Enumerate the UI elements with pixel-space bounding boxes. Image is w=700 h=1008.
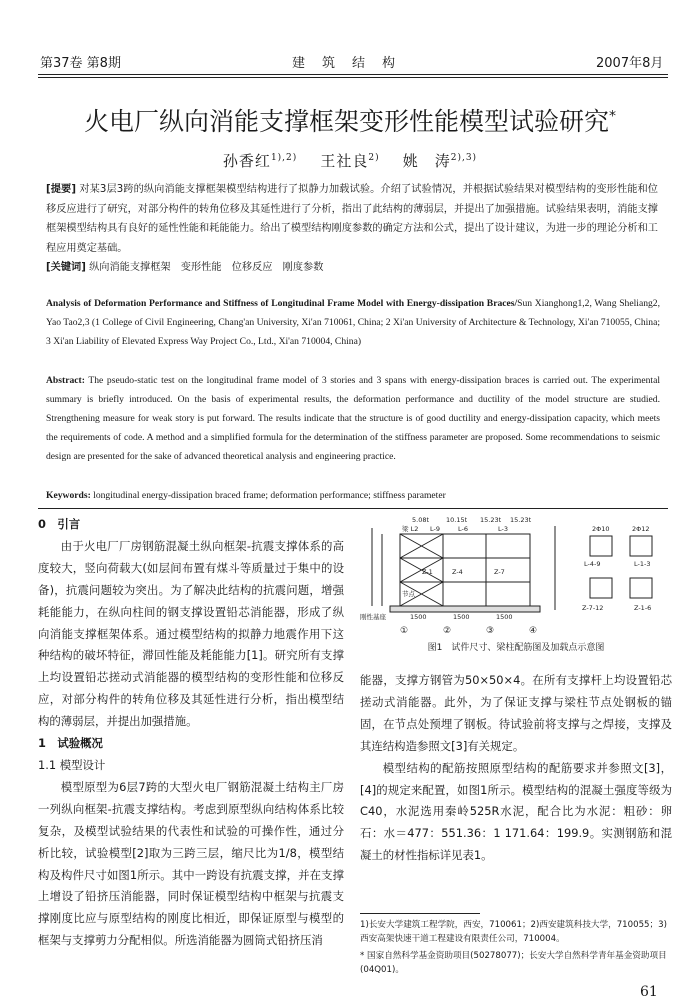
header-rule [38, 74, 668, 75]
left-column [38, 514, 344, 952]
rigid-base [390, 606, 540, 612]
axis-label: ④ [529, 626, 538, 636]
beam-label: L-3 [498, 525, 508, 533]
keywords-text: 纵向消能支撑框架 变形性能 位移反应 刚度参数 [89, 262, 324, 273]
load-label: 5.08t [412, 516, 430, 524]
section-1-heading: 1 试验概况 [38, 736, 103, 751]
rebar-label: Z-1-6 [634, 604, 652, 612]
author-2: 王社良 [320, 152, 369, 170]
continuation-paragraph: 能器，支撑方钢管为50×50×4。在所有支撑杆上均设置铅芯搓动式消能器。此外，为了保证支撑与梁柱节点处钢板的锚固，在节点处预埋了钢板。待试验前将支撑与之焊接，支撑及其连结构造参照文[3]有关规定。 [360, 673, 672, 753]
load-label: 10.15t [446, 516, 468, 524]
english-abstract-text: The pseudo-static test on the longitudinal frame model of 3 stories and 3 spans with energy-dissipation braces is carried out. The experimental summary is briefly introduced. On the basis of experimental results, the deformation performance and ductility of the model structure are studied. Strengthening measure for weak story is put forward. The results indicate that the structure is of good ductility and energy-dissipation capacity, which meets the requirements of code. A method and a simplified formula for the determination of the stiffness parameter are proposed. Some recommendations to seismic design are presented for the sake of advanced theoretical analysis and engineering practice. [46, 375, 660, 462]
journal-volume: 第37卷 第8期 [40, 56, 121, 71]
title-text: 火电厂纵向消能支撑框架变形性能模型试验研究 [83, 107, 609, 136]
author-2-affil: 2) [368, 153, 380, 163]
footnote-affiliations: 1)长安大学建筑工程学院，西安，710061；2)西安建筑科技大学，710055；3)西安高架快速干道工程建设有限责任公司，710004。 [360, 920, 667, 944]
issue-date: 2007年8月 [596, 56, 664, 71]
english-title: Analysis of Deformation Performance and Stiffness of Longitudinal Frame Model with Energy-dissipation Braces/ [46, 298, 518, 309]
rebar-label: 2Φ10 [592, 525, 610, 533]
reinforcement-paragraph: 模型结构的配筋按照原型结构的配筋要求并参照文[3]，[4]的规定来配置，如图1所示。模型结构的混凝土强度等级为C40，水泥选用秦岭525R水泥，配合比为水泥：粗砂：卵石：水＝477：551.36：1 171.64：199.9。实测钢筋和混凝土的材性指标详见表1。 [360, 760, 672, 863]
footnote-rule [360, 913, 480, 914]
abstract-text: 对某3层3跨的纵向消能支撑框架模型结构进行了拟静力加载试验。介绍了试验情况，并根据试验结果对模型结构的变形性能和位移反应进行了研究，对部分构件的转角位移及其延性进行了分析，指出了此结构的薄弱层，并提出了加强措施。试验结果表明，消能支撑框架模型结构具有良好的延性性能和耗能能力。给出了模型结构刚度参数的确定方法和公式，提出了设计建议，为进一步的理论分析和工程应用奠定基础。 [46, 184, 658, 254]
journal-name: 建 筑 结 构 [292, 56, 398, 71]
english-abstract [46, 371, 660, 466]
author-3: 姚 涛 [402, 152, 451, 170]
page-number: 61 [640, 984, 658, 1000]
author-1: 孙香红 [222, 152, 271, 170]
axis-label: ① [400, 626, 409, 636]
rebar-label: 2Φ12 [632, 525, 650, 533]
frame-model-drawing [360, 514, 672, 622]
article-title [40, 102, 660, 138]
model-design-paragraph: 模型原型为6层7跨的大型火电厂钢筋混凝土结构主厂房一列纵向框架-抗震支撑结构。考虑到原型纵向结构体系比较复杂，及模型试验结果的代表性和试验的可操作性，通过分析比较，试验模型[2]取为三跨三层，缩尺比为1/8，模型结构及构件尺寸如图1所示。其中一跨设有抗震支撑，并在支撑上增设了铅挤压消能器，同时保证模型结构中框架与抗震支撑刚度比应与原型结构的刚度比相近，即保证原型与模型的框架与支撑剪力分配相似。所选消能器为圆筒式铅挤压消 [38, 779, 344, 948]
storey-label: 节点 [402, 590, 415, 598]
beam-label: 梁 L2 [402, 525, 419, 533]
intro-paragraph: 由于火电厂厂房钢筋混凝土纵向框架-抗震支撑体系的高度较大，竖向荷载大(如层间布置有煤斗等质量过于集中的设备)，抗震问题较为突出。为了解决此结构的抗震问题，增强耗能能力，在纵向柱间的钢支撑设置铅芯消能器，形成了纵向消能支撑框架体系。通过模型结构的拟静力地震作用下这种结构的破坏特征，滞回性能及耗能能力[1]。研究所有支撑上均设置铅芯搓动式消能器的模型结构的变形性能和位移反应，对部分构件的转角位移及其延性进行分析，指出模型结构的薄弱层，并提出加强措施。 [38, 538, 344, 729]
figure-axis-labels [400, 622, 640, 638]
author-1-affil: 1),2) [270, 153, 298, 163]
english-authors: Sun Xianghong1,2, Wang Sheliang2, Yao Tao2,3 (1 College of Civil Engineering, Chang'an University, Xi'an 710061, China; 2 Xi'an University of Architecture & Technology, Xi'an 710055, China; 3 Xi'an Liability of Elevated Express Way Project Co., Ltd., Xi'an 710004, China) [46, 298, 660, 347]
figure-caption: 图1 试件尺寸、梁柱配筋图及加载点示意图 [427, 643, 605, 653]
storey-label: Z-4 [452, 568, 463, 576]
footnote-funding: * 国家自然科学基金资助项目(50278077)；长安大学自然科学青年基金资助项目(04Q01)。 [360, 951, 667, 975]
column-section [590, 578, 612, 598]
title-footnote-mark: * [609, 108, 616, 125]
beam-label: L-9 [430, 525, 440, 533]
section-1-1-heading: 1.1 模型设计 [38, 757, 106, 772]
column-section [630, 578, 652, 598]
axis-labels [400, 622, 640, 638]
author-3-affil: 2),3) [450, 153, 478, 163]
axis-label: ③ [486, 626, 495, 636]
rebar-label: L-1-3 [634, 560, 651, 568]
figure-1 [360, 514, 672, 622]
storey-label: Z-1 [422, 568, 433, 576]
english-abstract-label: Abstract: [46, 375, 85, 386]
beam-section [590, 536, 612, 556]
english-keywords-text: longitudinal energy-dissipation braced frame; deformation performance; stiffness parameter [93, 490, 446, 501]
beam-section [630, 536, 652, 556]
base-label: 刚性基座 [360, 613, 386, 621]
beam-label: L-6 [458, 525, 468, 533]
english-header-block [46, 294, 660, 351]
axis-label: ② [443, 626, 452, 636]
span-label: 1500 [496, 613, 513, 621]
span-label: 1500 [410, 613, 427, 621]
span-label: 1500 [453, 613, 470, 621]
rebar-label: L-4-9 [584, 560, 601, 568]
header-rule-2 [38, 77, 668, 78]
right-column [360, 670, 672, 867]
abstract-rule [38, 508, 668, 509]
english-keywords [46, 486, 660, 505]
section-0-heading: 0 引言 [38, 517, 81, 531]
keywords-label: [关键词] [46, 262, 86, 273]
abstract-label: [提要] [46, 184, 76, 195]
english-keywords-label: Keywords: [46, 490, 91, 501]
author-line [0, 150, 700, 171]
load-label: 15.23t [510, 516, 532, 524]
storey-label: Z-7 [494, 568, 505, 576]
rebar-label: Z-7-12 [582, 604, 604, 612]
load-label: 15.23t [480, 516, 502, 524]
chinese-abstract [46, 180, 658, 278]
